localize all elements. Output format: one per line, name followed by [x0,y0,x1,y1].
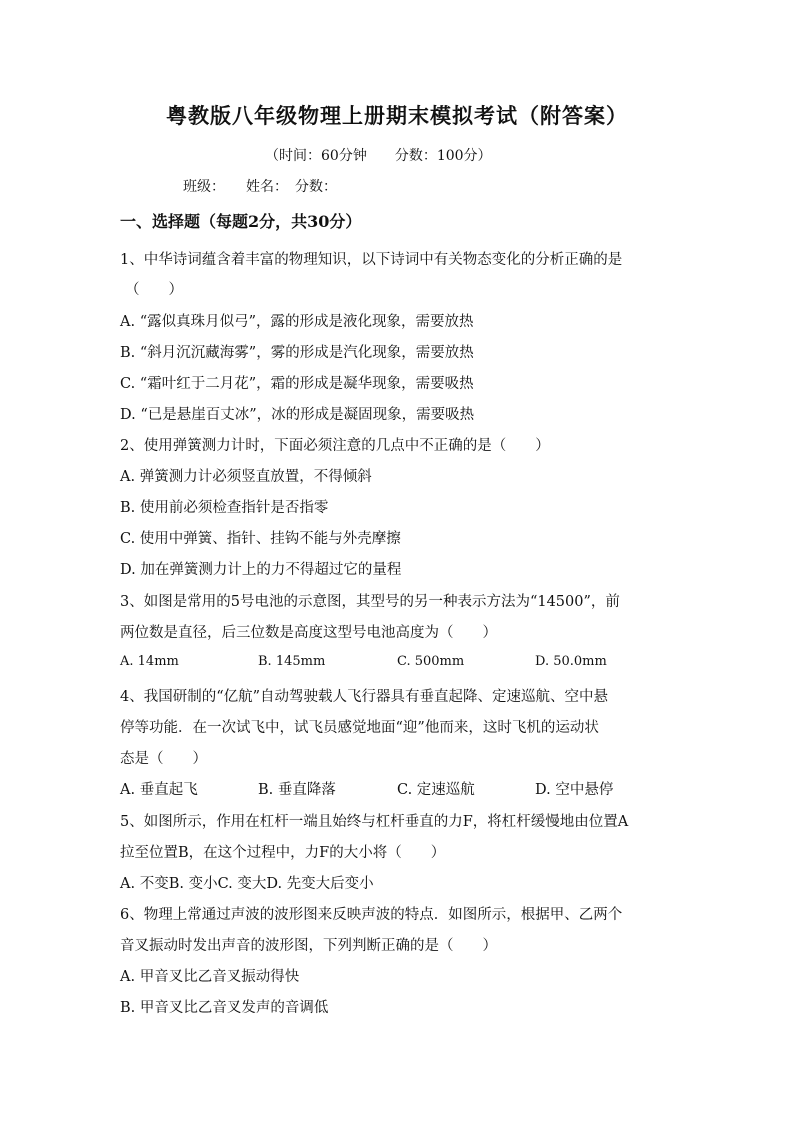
question-3-option-c: C. 500mm [397,654,465,669]
question-3-stem-line-2: 两位数是直径，后三位数是高度这型号电池高度为（ ） [120,625,497,641]
question-3-option-b: B. 145mm [258,654,326,669]
question-5-stem-line-2: 拉至位置B，在这个过程中，力F的大小将（ ） [120,845,446,861]
exam-title: 粤教版八年级物理上册期末模拟考试（附答案） [166,103,628,128]
question-2-option-c: C. 使用中弹簧、指针、挂钩不能与外壳摩擦 [120,531,401,547]
question-5-stem-line-1: 5、如图所示，作用在杠杆一端且始终与杠杆垂直的力F，将杠杆缓慢地由位置A [120,814,629,830]
question-4-option-c: C. 定速巡航 [397,782,475,798]
question-1-option-c: C. “霜叶红于二月花”，霜的形成是凝华现象，需要吸热 [120,376,474,392]
question-6-option-a: A. 甲音叉比乙音叉振动得快 [120,969,300,985]
question-2-option-b: B. 使用前必须检查指针是否指零 [120,500,329,516]
student-info-line: 班级： 姓名： 分数： [183,179,337,195]
question-6-option-b: B. 甲音叉比乙音叉发声的音调低 [120,1000,329,1016]
question-1-option-d: D. “已是悬崖百丈冰”，冰的形成是凝固现象，需要吸热 [120,407,475,423]
question-3-option-a: A. 14mm [120,654,179,669]
question-4-stem-line-2: 停等功能．在一次试飞中，试飞员感觉地面“迎”他而来，这时飞机的运动状 [120,720,599,736]
question-2-option-d: D. 加在弹簧测力计上的力不得超过它的量程 [120,562,402,578]
question-4-option-b: B. 垂直降落 [258,782,336,798]
question-5-options: A. 不变B. 变小C. 变大D. 先变大后变小 [120,876,374,892]
section-title: 一、选择题（每题2分，共30分） [120,212,362,231]
question-6-stem-line-1: 6、物理上常通过声波的波形图来反映声波的特点．如图所示，根据甲、乙两个 [120,907,623,923]
question-1-option-a: A. “露似真珠月似弓”，露的形成是液化现象，需要放热 [120,314,474,330]
question-4-stem-line-3: 态是（ ） [120,751,207,767]
question-1-option-b: B. “斜月沉沉藏海雾”，雾的形成是汽化现象，需要放热 [120,345,474,361]
question-2-option-a: A. 弹簧测力计必须竖直放置，不得倾斜 [120,469,372,485]
question-4-option-d: D. 空中悬停 [535,782,614,798]
exam-subtitle: （时间：60分钟 分数：100分） [265,148,492,164]
question-4-option-a: A. 垂直起飞 [120,782,198,798]
question-3-stem-line-1: 3、如图是常用的5号电池的示意图，其型号的另一种表示方法为“14500”，前 [120,594,620,610]
question-3-option-d: D. 50.0mm [535,654,607,669]
question-4-stem-line-1: 4、我国研制的“亿航”自动驾驶载人飞行器具有垂直起降、定速巡航、空中悬 [120,689,609,705]
question-1-stem-line-2: （ ） [125,282,183,298]
question-2-stem-line-1: 2、使用弹簧测力计时，下面必须注意的几点中不正确的是（ ） [120,438,550,454]
question-6-stem-line-2: 音叉振动时发出声音的波形图，下列判断正确的是（ ） [120,938,497,954]
question-1-stem-line-1: 1、中华诗词蕴含着丰富的物理知识，以下诗词中有关物态变化的分析正确的是 [120,252,623,268]
